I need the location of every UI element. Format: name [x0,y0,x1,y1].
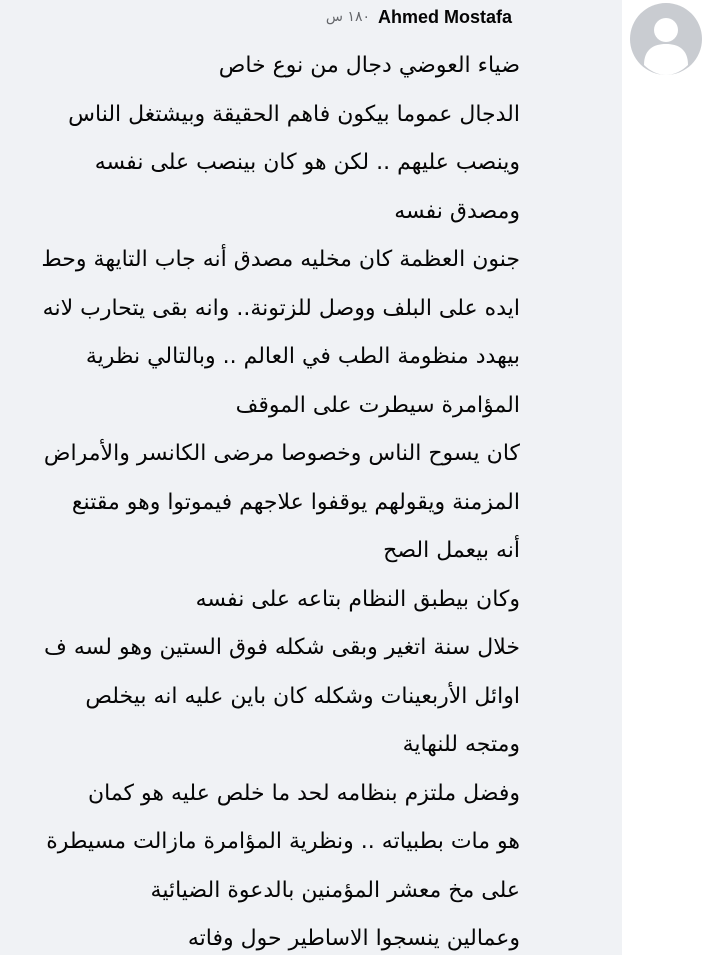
comment-author-name[interactable]: Ahmed Mostafa [377,6,512,27]
comment-line: ايده على البلف ووصل للزتونة.. وانه بقى يتحارب لانه [42,295,520,321]
comment-line: المزمنة ويقولهم يوقفوا علاجهم فيموتوا وهو مقتنع [71,489,520,515]
comment-line: أنه بيعمل الصح [383,538,520,563]
comment-line: ومصدق نفسه [394,198,520,224]
comment-line: خلال سنة اتغير وبقى شكله فوق الستين وهو لسه ف [44,635,520,660]
comment-header [326,4,512,30]
comment-body [0,42,520,955]
default-profile-icon [630,3,702,75]
comment-timestamp[interactable]: ١٨٠ س [325,9,370,25]
comment-line: ومتجه للنهاية [402,732,520,757]
comment-line: الدجال عموما بيكون فاهم الحقيقة وبيشتغل الناس [68,101,520,127]
comment-line: وعمالين ينسجوا الاساطير حول وفاته [187,926,520,951]
comment-line: على مخ معشر المؤمنين بالدعوة الضيائية [150,877,520,903]
comment-line: وكان بيطبق النظام بتاعه على نفسه [195,586,520,612]
comment-line: وينصب عليهم .. لكن هو كان بينصب على نفسه [94,150,520,175]
avatar[interactable] [630,3,702,75]
comment-line: اوائل الأربعينات وشكله كان باين عليه انه بيخلص [85,683,520,709]
comment-line: جنون العظمة كان مخليه مصدق أنه جاب التايهة وحط [41,247,520,272]
comment-line: كان يسوح الناس وخصوصا مرضى الكانسر والأمراض [43,441,520,466]
comment-line: هو مات بطبياته .. ونظرية المؤامرة مازالت مسيطرة [46,829,520,854]
comment-line: بيهدد منظومة الطب في العالم .. وبالتالي نظرية [85,344,520,369]
comment-line: ضياء العوضي دجال من نوع خاص [218,53,520,78]
comment-line: المؤامرة سيطرت على الموقف [235,392,520,418]
comment-line: وفضل ملتزم بنظامه لحد ما خلص عليه هو كمان [87,780,520,806]
